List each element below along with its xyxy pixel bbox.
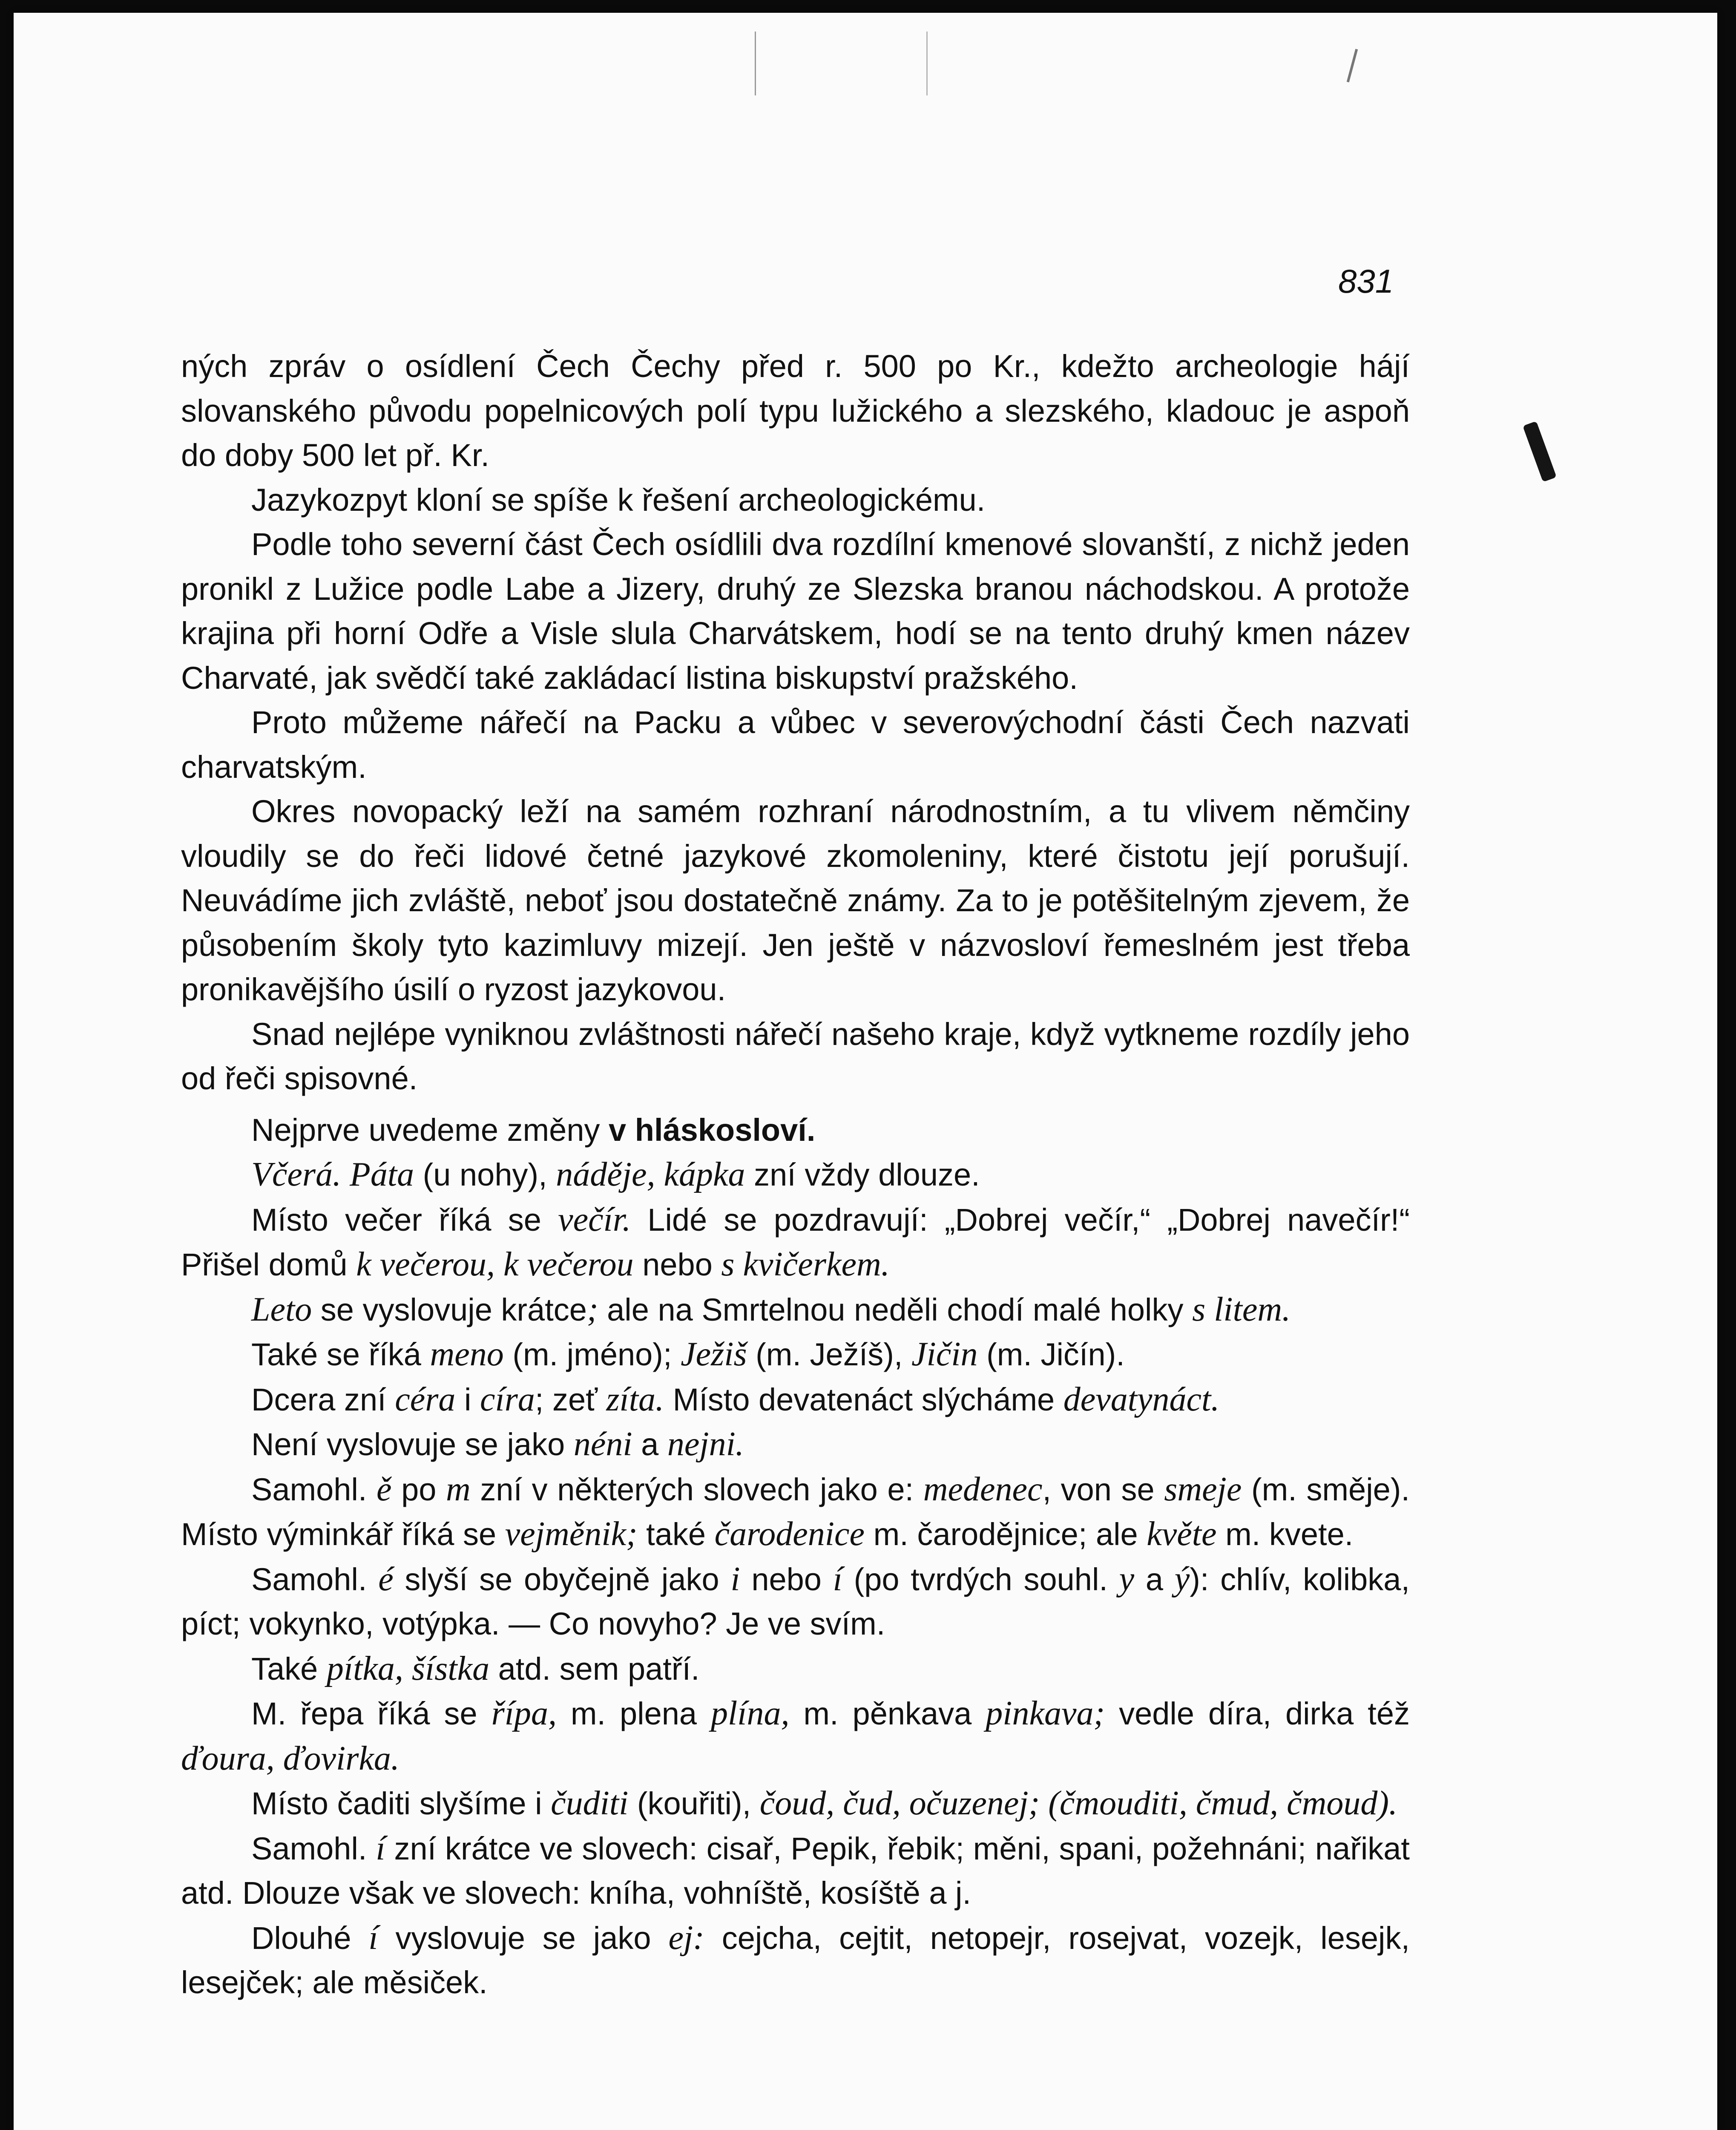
paragraph: Místo čaditi slyšíme i čuditi (kouřiti), čoud, čud, očuzenej; (čmouditi, čmud, čmoud). bbox=[251, 1785, 1398, 1822]
paragraph: ných zpráv o osídlení Čech Čechy před r. 500 po Kr., kdežto archeologie hájí slovanského původu popelnicových polí typu lužického a slezského, kladouc je aspoň do doby 500 let př. Kr. bbox=[181, 348, 1410, 473]
edge-ink-mark bbox=[1523, 421, 1557, 482]
paragraph: Okres novopacký leží na samém rozhraní národnostním, a tu vlivem němčiny vloudily se do řeči lidové četné jazykové zkomoleniny, které čistotu její porušují. Neuvádíme jich zvláště, neboť jsou dostatečně známy. Za to je potěšitelným zjevem, že působením školy tyto kazimluvy mizejí. Jen ještě v názvosloví řemeslném jest třeba pronikavějšího úsilí o ryzost jazykovou. bbox=[181, 794, 1410, 1007]
paragraph: Včerá. Páta (u nohy), náděje, kápka zní vždy dlouze. bbox=[251, 1156, 980, 1193]
paragraph: Snad nejlépe vyniknou zvláštnosti nářečí našeho kraje, když vytkneme rozdíly jeho od řeči spisovné. bbox=[181, 1016, 1410, 1096]
body-text bbox=[181, 344, 1410, 2005]
paragraph: M. řepa říká se řípa, m. plena plína, m. pěnkava pinkava; vedle díra, dirka též ďoura, ďovirka. bbox=[181, 1695, 1410, 1777]
paragraph: Proto můžeme nářečí na Packu a vůbec v severovýchodní části Čech nazvati charvatským. bbox=[181, 705, 1410, 785]
paragraph: Není vyslovuje se jako néni a nejni. bbox=[251, 1425, 744, 1463]
margin-tick bbox=[1347, 49, 1358, 83]
paragraph: Místo večer říká se večír. Lidé se pozdravují: „Dobrej večír,“ „Dobrej navečír!“ Přišel domů k večerou, k večerou nebo s kvičerkem. bbox=[181, 1200, 1410, 1283]
paragraph: Samohl. ě po m zní v některých slovech jako e: medenec, von se smeje (m. směje). Místo výminkář říká se vejměnik; také čarodenice m. čarodějnice; ale květe m. kvete. bbox=[181, 1470, 1410, 1553]
binding-mark bbox=[755, 32, 928, 95]
paragraph: Nejprve uvedeme změny v hláskosloví. bbox=[251, 1112, 816, 1148]
paragraph: Leto se vyslovuje krátce; ale na Smrtelnou neděli chodí malé holky s litem. bbox=[251, 1290, 1291, 1328]
document-page bbox=[14, 13, 1717, 2130]
page-number: 831 bbox=[1338, 262, 1394, 300]
paragraph: Také se říká meno (m. jméno); Ježiš (m. Ježíš), Jičin (m. Jičín). bbox=[251, 1336, 1125, 1373]
paragraph: Dcera zní céra i círa; zeť zíta. Místo devatenáct slýcháme devatynáct. bbox=[251, 1380, 1220, 1418]
paragraph: Podle toho severní část Čech osídlili dva rozdílní kmenové slovanští, z nichž jeden pronikl z Lužice podle Labe a Jizery, druhý ze Slezska branou náchodskou. A protože krajina při horní Odře a Visle slula Charvátskem, hodí se na tento druhý kmen název Charvaté, jak svědčí také zakládací listina biskupství pražského. bbox=[181, 527, 1410, 696]
paragraph: Také pítka, šístka atd. sem patří. bbox=[251, 1649, 700, 1687]
paragraph: Jazykozpyt kloní se spíše k řešení archeologickému. bbox=[251, 482, 986, 518]
paragraph: Samohl. í zní krátce ve slovech: cisař, Pepik, řebik; měni, spani, požehnáni; nařikat atd. Dlouze však ve slovech: kníha, vohníště, kosíště a j. bbox=[181, 1829, 1410, 1911]
paragraph: Dlouhé í vyslovuje se jako ej: cejcha, cejtit, netopejr, rosejvat, vozejk, lesejk, lesejček; ale měsiček. bbox=[181, 1919, 1410, 2000]
paragraph: Samohl. é slyší se obyčejně jako i nebo í (po tvrdých souhl. y a ý): chlív, kolibka, píct; vokynko, votýpka. — Co novyho? Je ve svím. bbox=[181, 1560, 1410, 1641]
